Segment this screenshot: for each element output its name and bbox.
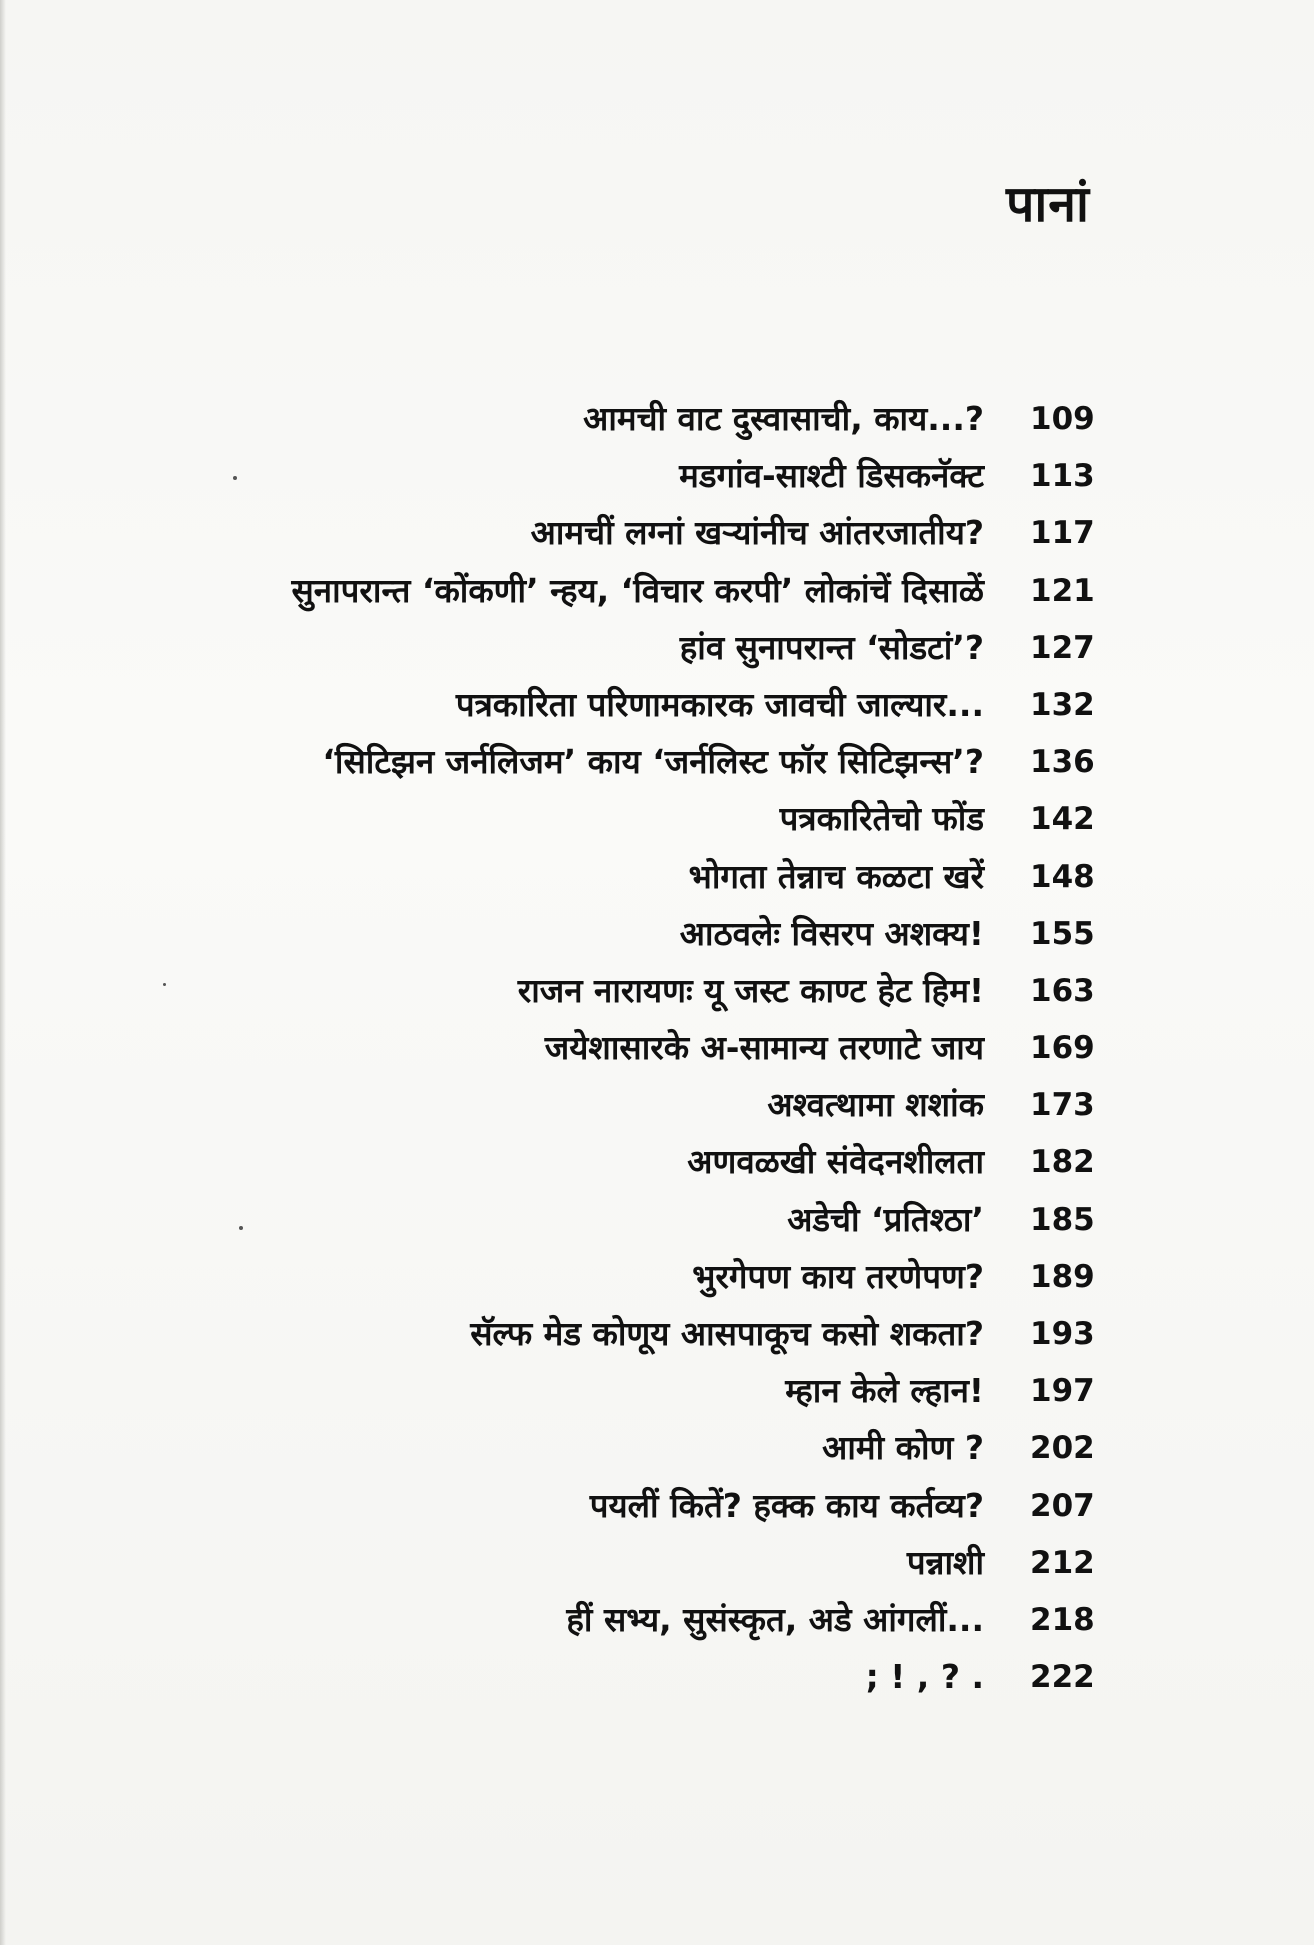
toc-entry-title: पत्रकारिता परिणामकारक जावची जाल्यार...	[455, 684, 984, 724]
toc-entry-page-number: 189	[1030, 1258, 1095, 1295]
toc-entry-page-number: 136	[1030, 744, 1095, 781]
toc-entry	[0, 509, 1314, 566]
toc-entry-title: पन्नाशी	[906, 1542, 984, 1582]
toc-entry-page-number: 218	[1030, 1601, 1095, 1638]
toc-entry	[0, 452, 1314, 509]
toc-entry	[0, 1653, 1314, 1710]
toc-entry	[0, 967, 1314, 1024]
toc-entry-page-number: 109	[1030, 401, 1095, 437]
toc-entry-page-number: 121	[1030, 572, 1095, 609]
toc-entry-page-number: 222	[1030, 1659, 1095, 1696]
toc-entry-title: हीं सभ्य, सुसंस्कृत, अडे आंगलीं...	[566, 1599, 984, 1639]
toc-entry-page-number: 202	[1030, 1430, 1095, 1467]
toc-entry-title: भोगता तेन्नाच कळटा खरें	[688, 856, 984, 896]
toc-entry-page-number: 117	[1030, 515, 1095, 552]
toc-entry-title: ; ! , ? .	[865, 1657, 984, 1697]
toc-entry-page-number: 148	[1030, 858, 1095, 895]
toc-entry-title: आमचीं लग्नां खऱ्यांनीच आंतरजातीय?	[530, 513, 984, 553]
toc-entry-title: मडगांव-साश्टी डिसकनॅक्ट	[679, 456, 984, 496]
toc-entry-title: म्हान केले ल्हान!	[785, 1371, 984, 1411]
toc-entry-page-number: 182	[1030, 1144, 1095, 1181]
toc-entry	[0, 1367, 1314, 1424]
toc-entry	[0, 1424, 1314, 1481]
toc-entry	[0, 681, 1314, 738]
toc-entry	[0, 853, 1314, 910]
toc-entry-title: अणवळखी संवेदनशीलता	[687, 1142, 984, 1182]
toc-entry-title: अडेची ‘प्रतिश्ठा’	[787, 1199, 984, 1239]
toc-entry	[0, 1253, 1314, 1310]
toc-entry-page-number: 173	[1030, 1087, 1095, 1124]
toc-entry-title: ‘सिटिझन जर्नलिजम’ काय ‘जर्नलिस्ट फॉर सिटिझन्स’?	[322, 742, 984, 782]
toc-entry-title: पयलीं कितें? हक्क काय कर्तव्य?	[589, 1485, 984, 1525]
toc-entry-title: सुनापरान्त ‘कोंकणी’ न्हय, ‘विचार करपी’ लोकांचें दिसाळें	[291, 570, 984, 610]
toc-entry-page-number: 127	[1030, 629, 1095, 666]
toc-entry-page-number: 142	[1030, 801, 1095, 838]
toc-entry	[0, 910, 1314, 967]
paper-speck	[239, 1226, 243, 1230]
toc-entry	[0, 1138, 1314, 1195]
table-of-contents	[0, 395, 1314, 1710]
toc-entry	[0, 1482, 1314, 1539]
paper-speck	[233, 476, 237, 480]
toc-entry	[0, 1310, 1314, 1367]
toc-entry-title: सॅल्फ मेड कोणूय आसपाकूच कसो शकता?	[470, 1314, 984, 1353]
toc-entry-title: जयेशासारके अ-सामान्य तरणाटे जाय	[544, 1028, 984, 1068]
toc-entry-page-number: 212	[1030, 1544, 1095, 1581]
toc-entry-title: भुरगेपण काय तरणेपण?	[692, 1256, 984, 1296]
toc-entry	[0, 567, 1314, 624]
page-column-heading: पानां	[1005, 175, 1090, 233]
toc-entry-page-number: 193	[1030, 1316, 1095, 1352]
toc-entry-title: अश्वत्थामा शशांक	[767, 1085, 984, 1125]
toc-entry-page-number: 132	[1030, 686, 1095, 723]
paper-speck	[163, 983, 166, 986]
toc-entry	[0, 1024, 1314, 1081]
toc-entry-title: राजन नारायणः यू जस्ट काण्ट हेट हिम!	[517, 970, 984, 1010]
toc-entry-page-number: 169	[1030, 1030, 1095, 1067]
toc-entry-page-number: 185	[1030, 1201, 1095, 1238]
toc-entry-page-number: 163	[1030, 972, 1095, 1009]
toc-entry-page-number: 207	[1030, 1487, 1095, 1524]
toc-entry	[0, 395, 1314, 452]
toc-entry	[0, 1081, 1314, 1138]
toc-entry-title: आमची वाट दुस्वासाची, काय...?	[583, 399, 984, 438]
toc-entry-page-number: 113	[1030, 458, 1095, 495]
toc-entry	[0, 624, 1314, 681]
toc-entry	[0, 1539, 1314, 1596]
toc-entry	[0, 795, 1314, 852]
toc-entry-title: आठवलेः विसरप अशक्य!	[679, 913, 984, 953]
toc-entry-title: आमी कोण ?	[822, 1428, 984, 1468]
toc-entry-title: हांव सुनापरान्त ‘सोडटां’?	[679, 627, 984, 667]
toc-entry-title: पत्रकारितेचो फोंड	[779, 799, 984, 839]
toc-entry	[0, 738, 1314, 795]
toc-entry-page-number: 155	[1030, 915, 1095, 952]
toc-entry-page-number: 197	[1030, 1373, 1095, 1410]
toc-entry	[0, 1196, 1314, 1253]
toc-entry	[0, 1596, 1314, 1653]
